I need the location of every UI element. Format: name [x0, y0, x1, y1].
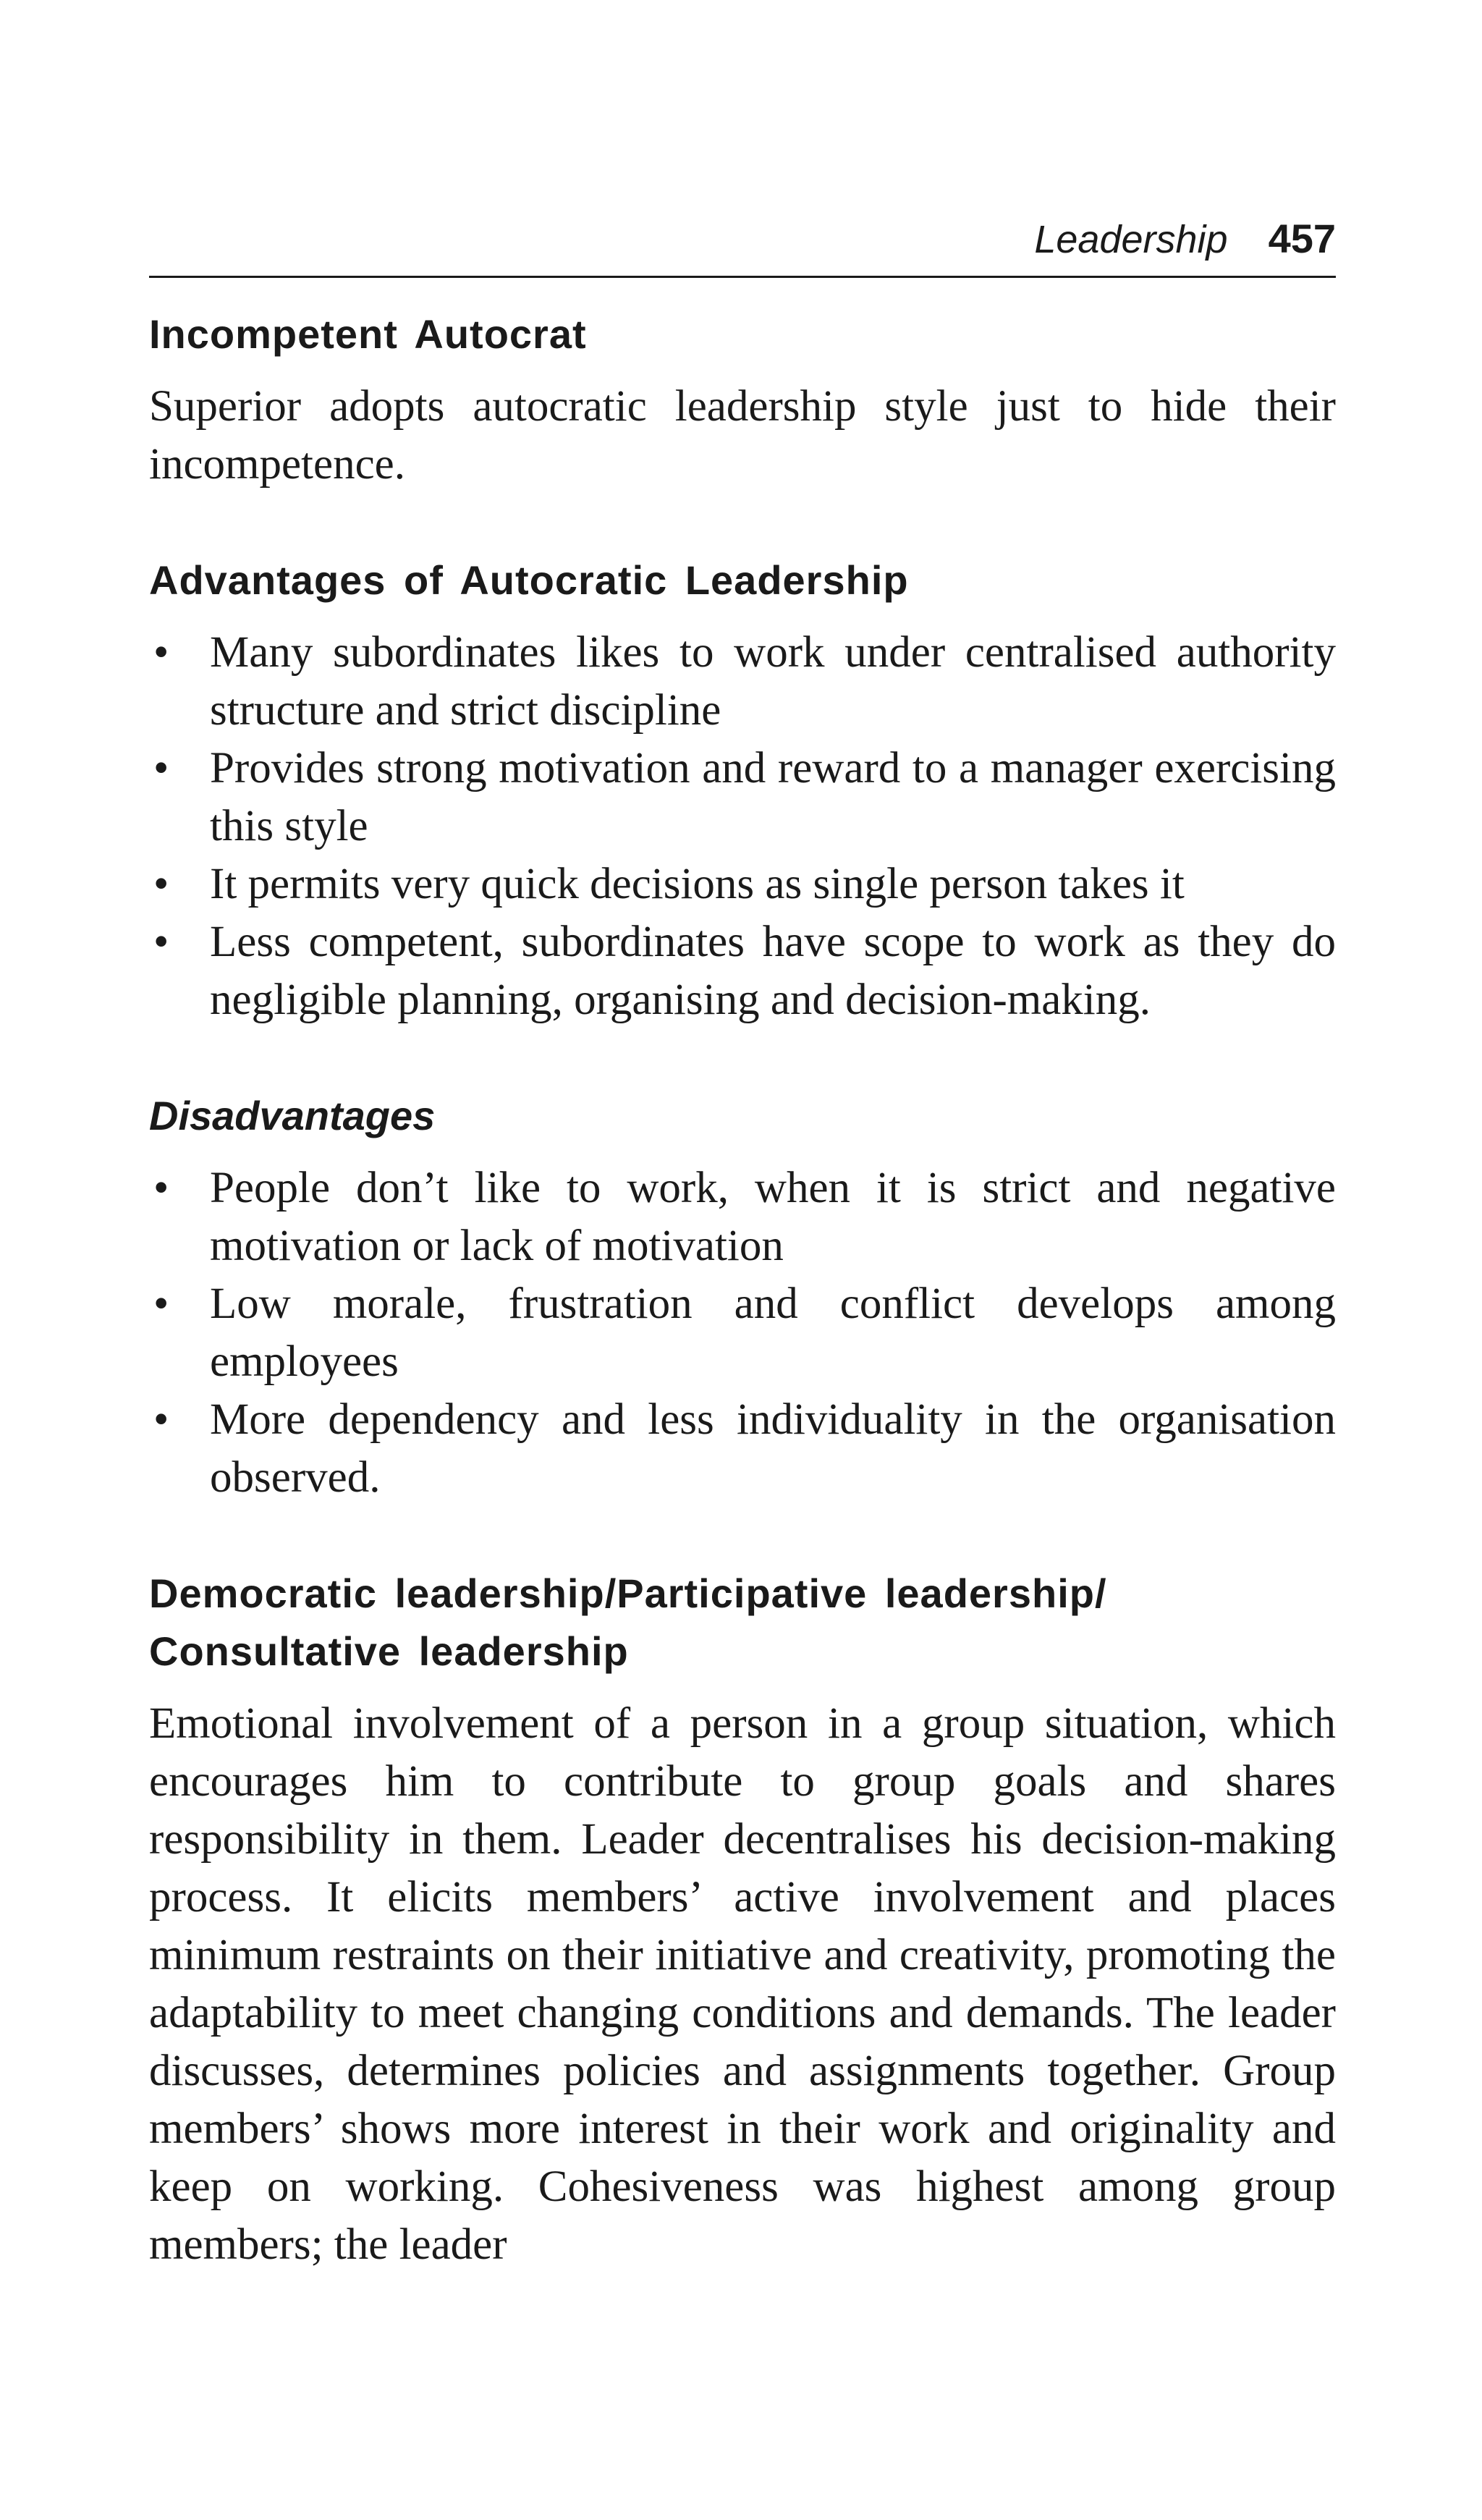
page-number: 457 [1268, 216, 1336, 261]
list-item: • More dependency and less individuality in the organisation observed. [149, 1391, 1336, 1507]
list-item: • Provides strong motivation and reward to a manager exercising this style [149, 740, 1336, 855]
running-head [149, 210, 1336, 278]
bullet-icon: • [153, 1164, 169, 1212]
chapter-title: Leadership [1034, 218, 1228, 261]
list-item: • It permits very quick decisions as single person takes it [149, 855, 1336, 913]
list-item: • People don’t like to work, when it is strict and negative motivation or lack of motivation [149, 1159, 1336, 1275]
book-page [149, 210, 1336, 2274]
bullet-icon: • [153, 628, 169, 677]
bullet-icon: • [153, 744, 169, 792]
bullet-icon: • [153, 1280, 169, 1328]
heading-line: Consultative leadership [149, 1628, 629, 1674]
heading-line: Democratic leadership/Participative leadership/ [149, 1570, 1107, 1616]
paragraph-incompetent-autocrat: Superior adopts autocratic leadership style just to hide their incompetence. [149, 382, 1336, 489]
bullet-icon: • [153, 1395, 169, 1444]
list-item: • Low morale, frustration and conflict develops among employees [149, 1275, 1336, 1391]
advantages-list [149, 624, 1336, 1029]
bullet-icon: • [153, 918, 169, 966]
heading-disadvantages: Disadvantages [149, 1093, 436, 1138]
disadvantages-list [149, 1159, 1336, 1507]
list-item: • Less competent, subordinates have scope to work as they do negligible planning, organising and decision-making. [149, 913, 1336, 1029]
bullet-icon: • [153, 860, 169, 908]
heading-incompetent-autocrat: Incompetent Autocrat [149, 311, 587, 357]
paragraph-democratic-leadership: Emotional involvement of a person in a group situation, which encourages him to contribute to group goals and shares responsibility in them. Leader decentralises his decision-making process. It elicits members’ active involvement and places minimum restraints on their initiative and creativity, promoting the adaptability to meet changing conditions and demands. The leader discusses, determines policies and assignments together. Group members’ shows more interest in their work and originality and keep on working. Cohesiveness was highest among group members; the leader [149, 1699, 1336, 2269]
list-item: • Many subordinates likes to work under centralised authority structure and strict discipline [149, 624, 1336, 740]
heading-advantages: Advantages of Autocratic Leadership [149, 557, 909, 603]
heading-democratic-leadership [149, 1565, 1336, 1680]
